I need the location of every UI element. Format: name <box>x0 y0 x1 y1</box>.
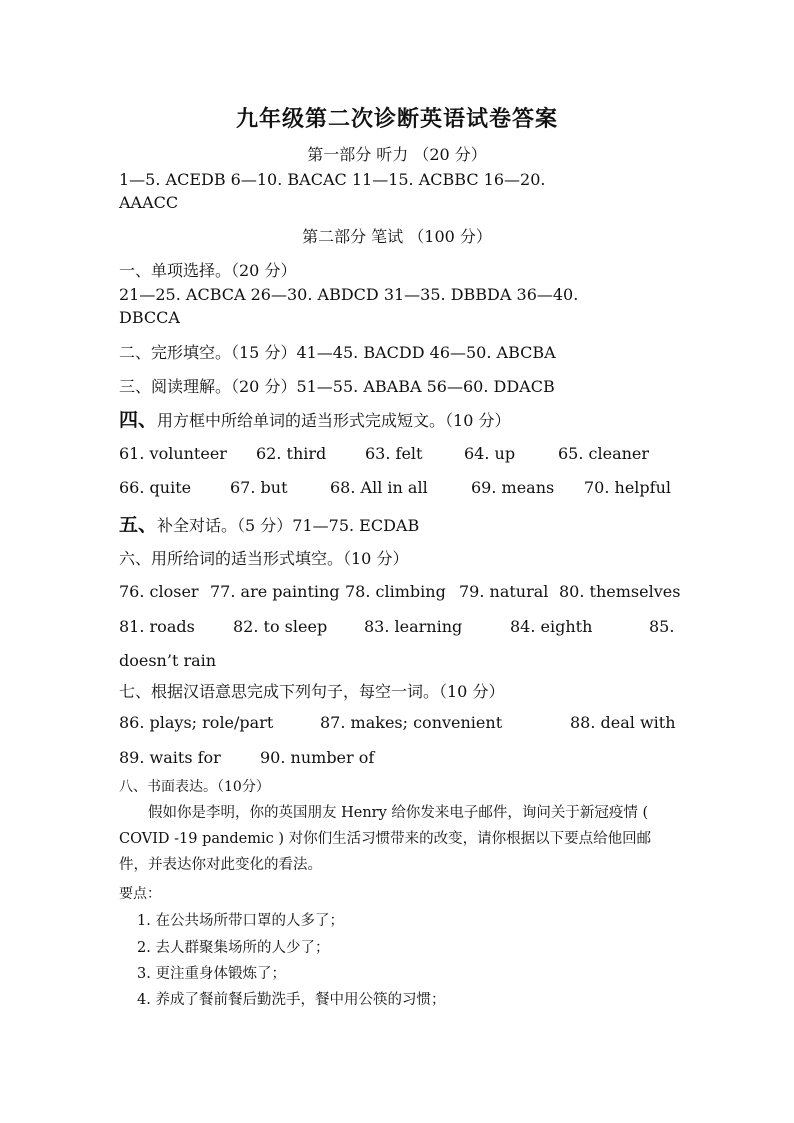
answer-item: 82. to sleep <box>233 617 328 636</box>
answer-item: 63. felt <box>365 444 423 463</box>
answer-item: 78. climbing <box>345 582 446 601</box>
section8-prompt: 假如你是李明，你的英国朋友 Henry 给你发来电子邮件，询问关于新冠疫情 ( COVID -19 pandemic ) 对你们生活习惯带来的改变，请你根据以下要点给他回邮件，并表达你对此变化的看法。 <box>119 805 652 873</box>
section3-line: 三、阅读理解。（20 分）51—55. ABABA 56—60. DDACB <box>119 377 555 396</box>
answer-item: 86. plays; role/part <box>119 713 274 732</box>
section8-point: 2. 去人群聚集场所的人少了； <box>137 940 330 956</box>
section1-answers-line1: 21—25. ACBCA 26—30. ABDCD 31—35. DBBDA 36—40. <box>119 285 579 304</box>
answer-item: 69. means <box>471 478 555 497</box>
answer-item: 64. up <box>464 444 516 463</box>
part2-heading: 第二部分 笔试 （100 分） <box>302 227 492 246</box>
answer-item: 89. waits for <box>119 748 221 767</box>
section5-title: 补全对话。（5 分）71—75. ECDAB <box>157 516 420 535</box>
answer-item: 80. themselves <box>559 582 681 601</box>
section8-point: 4. 养成了餐前餐后勤洗手，餐中用公筷的习惯； <box>137 992 446 1008</box>
answer-item: 87. makes; convenient <box>320 713 503 732</box>
answer-item: 76. closer <box>119 582 199 601</box>
section5-line <box>119 510 679 537</box>
page-title: 九年级第二次诊断英语试卷答案 <box>235 106 558 132</box>
answer-item: 65. cleaner <box>558 444 650 463</box>
answer-item: 79. natural <box>459 582 549 601</box>
section4-title: 用方框中所给单词的适当形式完成短文。（10 分） <box>157 411 511 430</box>
section8-point: 1. 在公共场所带口罩的人多了； <box>137 913 344 929</box>
section6-title: 六、用所给词的适当形式填空。（10 分） <box>119 549 409 568</box>
section5-number: 五、 <box>119 514 158 536</box>
answer-item: 84. eighth <box>510 617 593 636</box>
section4-title-line <box>119 405 679 432</box>
section7-title: 七、根据汉语意思完成下列句子，每空一词。（10 分） <box>119 682 505 701</box>
answer-item: 77. are painting <box>210 582 340 601</box>
part1-answers-line2: AAACC <box>119 193 179 212</box>
answer-item: 90. number of <box>260 748 375 767</box>
answer-item: 81. roads <box>119 617 195 636</box>
answer-item: 70. helpful <box>584 478 672 497</box>
section1-title: 一、单项选择。（20 分） <box>119 261 297 280</box>
section8-points-label: 要点： <box>119 886 161 902</box>
section6-row3: doesn’t rain <box>119 651 217 670</box>
answer-item: 62. third <box>256 444 327 463</box>
section4-number: 四、 <box>119 409 158 431</box>
answer-item: 66. quite <box>119 478 192 497</box>
part1-answers-line1: 1—5. ACEDB 6—10. BACAC 11—15. ACBBC 16—20. <box>119 170 546 189</box>
answer-item: 85. <box>649 617 675 636</box>
answer-item: 68. All in all <box>330 478 428 497</box>
answer-item: 67. but <box>230 478 288 497</box>
answer-item: 88. deal with <box>570 713 676 732</box>
part1-heading: 第一部分 听力 （20 分） <box>307 145 487 164</box>
section8-point: 3. 更注重身体锻炼了； <box>137 966 286 982</box>
answer-item: 83. learning <box>364 617 463 636</box>
section8-title: 八、书面表达。（10分） <box>119 779 270 795</box>
answer-item: 61. volunteer <box>119 444 227 463</box>
section1-answers-line2: DBCCA <box>119 308 180 327</box>
section2-line: 二、完形填空。（15 分）41—45. BACDD 46—50. ABCBA <box>119 343 556 362</box>
